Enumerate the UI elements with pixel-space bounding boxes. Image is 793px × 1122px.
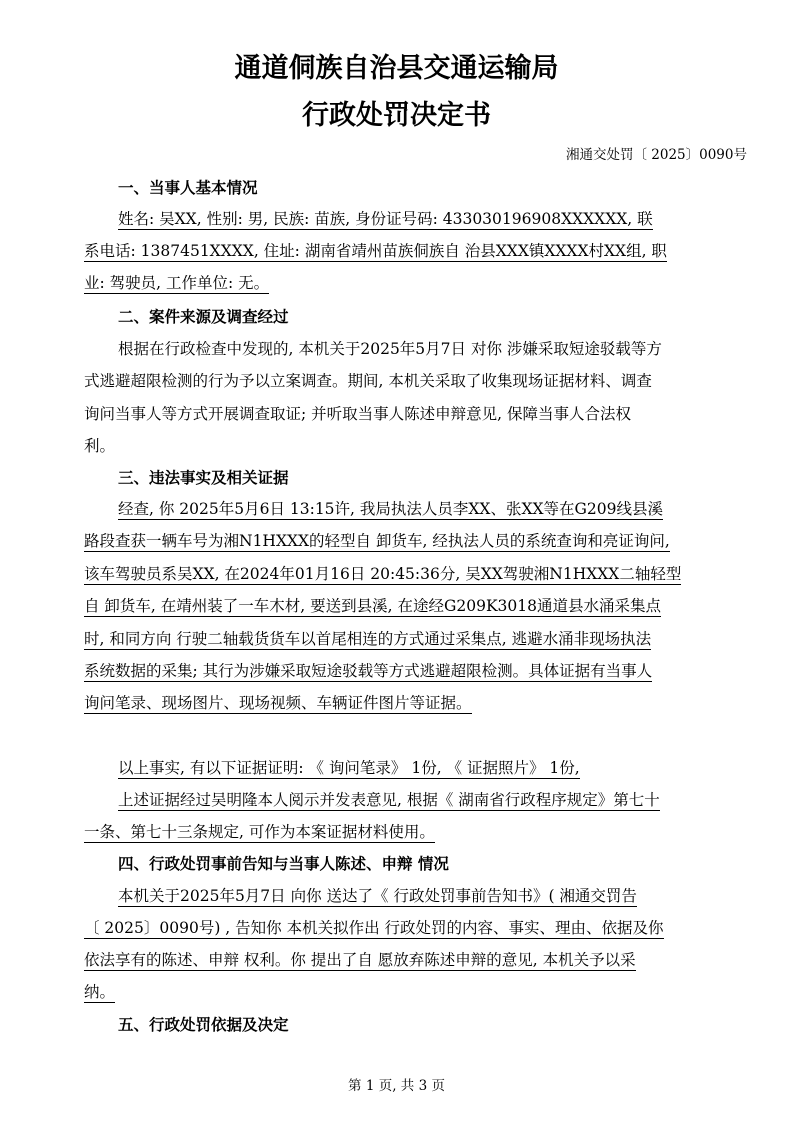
party-info-line-2: 系电话: 1387451XXXX, 住址: 湖南省靖州苗族侗族自 治县XXX镇XXXX村XX组, 职 — [84, 242, 667, 260]
notice-line-1: 本机关于2025年5月7日 向你 送达了《 行政处罚事前告知书》( 湘通交罚告 — [118, 887, 637, 905]
notice-line-2: 〔 2025〕0090号) , 告知你 本机关拟作出 行政处罚的内容、事实、理由、依据及你 — [84, 919, 664, 937]
section-heading-prior-notice: 四、行政处罚事前告知与当事人陈述、申辩 情况 — [118, 855, 449, 873]
facts-line-1: 经查, 你 2025年5月6日 13:15许, 我局执法人员李XX、张XX等在G209线县溪 — [118, 500, 664, 518]
case-source-line-2: 式逃避超限检测的行为予以立案调查。期间, 本机关采取了收集现场证据材料、调查 — [84, 372, 652, 390]
party-info-line-1: 姓名: 吴XX, 性别: 男, 民族: 苗族, 身份证号码: 433030196908XXXXXX, 联 — [118, 210, 653, 228]
evidence-line-1: 以上事实, 有以下证据证明: 《 询问笔录》 1份, 《 证据照片》 1份, — [118, 759, 580, 777]
facts-line-7: 询问笔录、现场图片、现场视频、车辆证件图片等证据。 — [84, 694, 472, 712]
case-source-line-1: 根据在行政检查中发现的, 本机关于2025年5月7日 对你 涉嫌采取短途驳载等方 — [118, 340, 662, 358]
section-heading-facts-evidence: 三、违法事实及相关证据 — [118, 469, 289, 487]
facts-line-2: 路段查获一辆车号为湘N1HXXX的轻型自 卸货车, 经执法人员的系统查询和亮证询问, — [84, 532, 670, 550]
document-title: 通道侗族自治县交通运输局 — [234, 53, 559, 84]
evidence-line-2: 上述证据经过吴明隆本人阅示并发表意见, 根据《 湖南省行政程序规定》第七十 — [118, 791, 660, 809]
facts-line-5: 时, 和同方向 行驶二轴载货货车以首尾相连的方式通过采集点, 逃避水涌非现场执法 — [84, 630, 652, 648]
facts-line-3: 该车驾驶员系吴XX, 在2024年01月16日 20:45:36分, 吴XX驾驶湘N1HXXX二轴轻型 — [84, 565, 682, 583]
facts-line-4: 自 卸货车, 在靖州装了一车木材, 要送到县溪, 在途经G209K3018通道县水涌采集点 — [84, 597, 661, 615]
page-number: 第 1 页, 共 3 页 — [348, 1078, 445, 1094]
section-heading-party-info: 一、当事人基本情况 — [118, 179, 258, 197]
document-subtitle: 行政处罚决定书 — [302, 100, 491, 131]
notice-line-3: 依法享有的陈述、申辩 权利。你 提出了自 愿放弃陈述申辩的意见, 本机关予以采 — [84, 951, 636, 969]
section-heading-basis-decision: 五、行政处罚依据及决定 — [118, 1016, 289, 1034]
facts-line-6: 系统数据的采集; 其行为涉嫌采取短途驳载等方式逃避超限检测。具体证据有当事人 — [84, 662, 653, 680]
case-source-line-4: 利。 — [84, 437, 116, 455]
party-info-line-3: 业: 驾驶员, 工作单位: 无。 — [84, 274, 270, 292]
document-number: 湘通交处罚〔 2025〕0090号 — [565, 147, 747, 163]
section-heading-case-source: 二、案件来源及调查经过 — [118, 308, 289, 326]
case-source-line-3: 询问当事人等方式开展调查取证; 并听取当事人陈述申辩意见, 保障当事人合法权 — [84, 405, 632, 423]
notice-line-4: 纳。 — [84, 983, 116, 1001]
evidence-line-3: 一条、第七十三条规定, 可作为本案证据材料使用。 — [84, 823, 435, 841]
